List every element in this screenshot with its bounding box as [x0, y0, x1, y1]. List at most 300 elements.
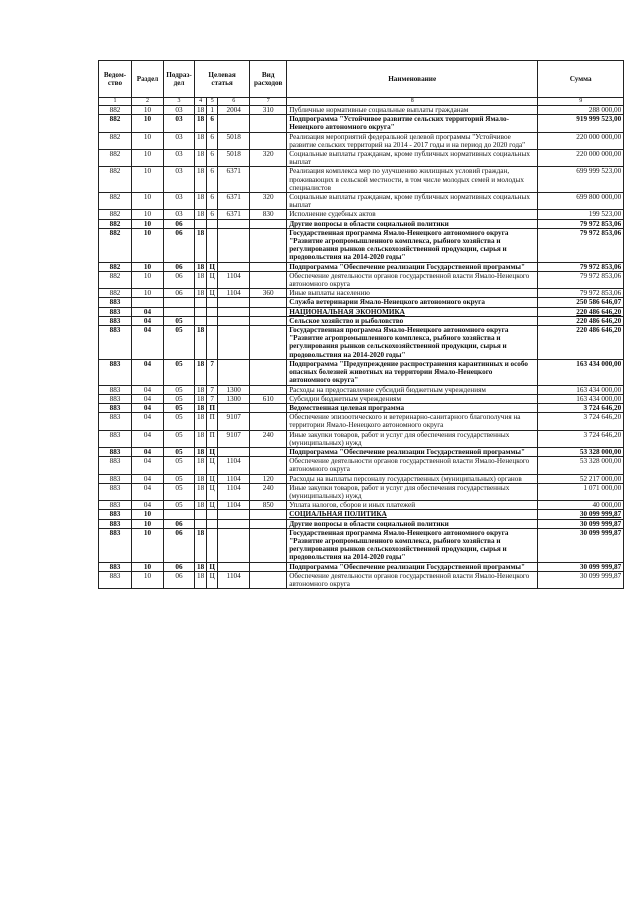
cell-subprogram: П [207, 403, 218, 412]
cell-direction: 1104 [218, 501, 250, 510]
cell-subprogram: П [207, 430, 218, 447]
table-row [99, 316, 624, 325]
cell-expense-type [250, 298, 287, 307]
cell-program: 18 [195, 228, 207, 262]
cell-program: 18 [195, 150, 207, 167]
cell-direction: 6371 [218, 193, 250, 210]
cell-direction [218, 115, 250, 132]
cell-ved: 882 [99, 115, 132, 132]
cell-razdel: 10 [132, 519, 164, 528]
cell-sum: 699 999 523,00 [538, 167, 624, 193]
cell-name: Реализация мероприятий федеральной целевой программы "Устойчивое развитие сельских территорий на 2014 - 2017 годы и на период до 2020 года" [287, 132, 538, 149]
table-row [99, 501, 624, 510]
cell-direction: 1104 [218, 271, 250, 288]
cell-direction [218, 528, 250, 562]
cell-ved: 883 [99, 430, 132, 447]
column-number: 1 [99, 98, 132, 106]
cell-name: Социальные выплаты гражданам, кроме публичных нормативных социальных выплат [287, 150, 538, 167]
cell-razdel: 10 [132, 262, 164, 271]
table-row [99, 510, 624, 519]
cell-program: 18 [195, 501, 207, 510]
cell-podrazdel: 06 [164, 228, 195, 262]
cell-subprogram: Ц [207, 501, 218, 510]
cell-razdel [132, 298, 164, 307]
cell-expense-type [250, 307, 287, 316]
cell-program: 18 [195, 385, 207, 394]
cell-expense-type [250, 510, 287, 519]
cell-razdel: 04 [132, 413, 164, 430]
cell-direction [218, 307, 250, 316]
cell-name: СОЦИАЛЬНАЯ ПОЛИТИКА [287, 510, 538, 519]
table-row [99, 193, 624, 210]
cell-ved: 883 [99, 501, 132, 510]
cell-podrazdel: 03 [164, 106, 195, 115]
table-row [99, 474, 624, 483]
cell-name: НАЦИОНАЛЬНАЯ ЭКОНОМИКА [287, 307, 538, 316]
cell-sum: 79 972 853,06 [538, 228, 624, 262]
table-row [99, 528, 624, 562]
cell-podrazdel: 05 [164, 326, 195, 360]
cell-sum: 220 486 646,20 [538, 316, 624, 325]
cell-subprogram [207, 307, 218, 316]
header-name: Наименование [287, 61, 538, 98]
cell-subprogram: Ц [207, 262, 218, 271]
cell-razdel: 10 [132, 150, 164, 167]
cell-name: Государственная программа Ямало-Ненецкого автономного округа "Развитие агропромышленного комплекса, рыбного хозяйства и регулирования рынков сельскохозяйственной продукции, сырья и продовольствия на 2014-2020 годы" [287, 228, 538, 262]
cell-razdel: 10 [132, 106, 164, 115]
cell-subprogram: Ц [207, 571, 218, 588]
cell-direction: 9107 [218, 413, 250, 430]
cell-razdel: 10 [132, 510, 164, 519]
cell-name: Иные закупки товаров, работ и услуг для обеспечения государственных (муниципальных) нужд [287, 430, 538, 447]
cell-podrazdel: 05 [164, 359, 195, 385]
cell-direction: 6371 [218, 167, 250, 193]
cell-razdel: 04 [132, 483, 164, 500]
cell-expense-type: 850 [250, 501, 287, 510]
header-podrazdel: Подраз-дел [164, 61, 195, 98]
cell-ved: 882 [99, 289, 132, 298]
cell-razdel: 10 [132, 562, 164, 571]
table-row [99, 228, 624, 262]
cell-expense-type [250, 359, 287, 385]
cell-expense-type: 310 [250, 106, 287, 115]
cell-podrazdel: 05 [164, 394, 195, 403]
cell-ved: 883 [99, 562, 132, 571]
cell-ved: 883 [99, 510, 132, 519]
cell-sum: 79 972 853,06 [538, 219, 624, 228]
cell-sum: 1 071 000,00 [538, 483, 624, 500]
cell-podrazdel: 05 [164, 413, 195, 430]
cell-sum: 250 586 646,07 [538, 298, 624, 307]
cell-expense-type: 240 [250, 483, 287, 500]
cell-razdel: 04 [132, 447, 164, 456]
cell-razdel: 04 [132, 501, 164, 510]
cell-name: Расходы на предоставление субсидий бюджетным учреждениям [287, 385, 538, 394]
cell-expense-type [250, 457, 287, 474]
cell-subprogram: 7 [207, 394, 218, 403]
cell-subprogram: Ц [207, 562, 218, 571]
cell-podrazdel: 03 [164, 193, 195, 210]
cell-subprogram [207, 528, 218, 562]
cell-expense-type: 320 [250, 150, 287, 167]
cell-podrazdel [164, 510, 195, 519]
cell-program: 18 [195, 528, 207, 562]
cell-program: 18 [195, 403, 207, 412]
cell-direction [218, 326, 250, 360]
cell-program [195, 510, 207, 519]
cell-podrazdel: 05 [164, 447, 195, 456]
cell-name: Подпрограмма "Обеспечение реализации Государственной программы" [287, 562, 538, 571]
cell-name: Другие вопросы в области социальной политики [287, 519, 538, 528]
cell-subprogram: Ц [207, 447, 218, 456]
cell-direction [218, 403, 250, 412]
column-number: 3 [164, 98, 195, 106]
cell-expense-type [250, 228, 287, 262]
cell-ved: 883 [99, 528, 132, 562]
cell-sum: 30 099 999,87 [538, 562, 624, 571]
cell-sum: 30 099 999,87 [538, 571, 624, 588]
cell-podrazdel: 05 [164, 403, 195, 412]
cell-sum: 163 434 000,00 [538, 385, 624, 394]
table-body [99, 106, 624, 589]
cell-direction [218, 262, 250, 271]
cell-name: Подпрограмма "Предупреждение распространения карантинных и особо опасных болезней животных на территории Ямало-Ненецкого автономного округа" [287, 359, 538, 385]
cell-program: 18 [195, 326, 207, 360]
cell-program [195, 219, 207, 228]
cell-subprogram: Ц [207, 457, 218, 474]
cell-name: Исполнение судебных актов [287, 210, 538, 219]
cell-subprogram: 6 [207, 193, 218, 210]
cell-ved: 883 [99, 385, 132, 394]
budget-table [98, 60, 624, 589]
cell-program: 18 [195, 447, 207, 456]
cell-ved: 883 [99, 413, 132, 430]
cell-podrazdel: 05 [164, 385, 195, 394]
cell-program: 18 [195, 106, 207, 115]
cell-razdel: 10 [132, 271, 164, 288]
column-number: 8 [287, 98, 538, 106]
cell-ved: 883 [99, 316, 132, 325]
cell-program: 18 [195, 271, 207, 288]
cell-razdel: 04 [132, 316, 164, 325]
cell-expense-type: 360 [250, 289, 287, 298]
header-ved: Ведом-ство [99, 61, 132, 98]
cell-subprogram [207, 316, 218, 325]
cell-name: Другие вопросы в области социальной политики [287, 219, 538, 228]
cell-program: 18 [195, 394, 207, 403]
cell-sum: 30 099 999,87 [538, 510, 624, 519]
cell-expense-type [250, 562, 287, 571]
cell-sum: 3 724 646,20 [538, 430, 624, 447]
cell-name: Обеспечение деятельности органов государственной власти Ямало-Ненецкого автономного округа [287, 457, 538, 474]
cell-sum: 53 328 000,00 [538, 447, 624, 456]
cell-direction: 1104 [218, 289, 250, 298]
cell-podrazdel [164, 298, 195, 307]
table-row [99, 385, 624, 394]
header-target-article: Целевая статья [195, 61, 250, 98]
cell-ved: 882 [99, 210, 132, 219]
cell-subprogram: Ц [207, 483, 218, 500]
cell-sum: 220 486 646,20 [538, 326, 624, 360]
cell-podrazdel: 06 [164, 519, 195, 528]
cell-direction: 5018 [218, 132, 250, 149]
cell-subprogram [207, 326, 218, 360]
cell-direction [218, 298, 250, 307]
cell-sum: 919 999 523,00 [538, 115, 624, 132]
table-row [99, 430, 624, 447]
cell-ved: 883 [99, 298, 132, 307]
cell-name: Реализация комплекса мер по улучшению жилищных условий граждан, проживающих в сельской местности, в том числе молодых семей и молодых специалистов [287, 167, 538, 193]
cell-razdel: 10 [132, 193, 164, 210]
cell-podrazdel: 06 [164, 562, 195, 571]
cell-direction [218, 219, 250, 228]
cell-sum: 30 099 999,87 [538, 519, 624, 528]
cell-razdel: 04 [132, 474, 164, 483]
cell-podrazdel: 05 [164, 316, 195, 325]
cell-subprogram [207, 510, 218, 519]
cell-ved: 883 [99, 474, 132, 483]
cell-expense-type [250, 167, 287, 193]
cell-razdel: 10 [132, 219, 164, 228]
cell-name: Публичные нормативные социальные выплаты гражданам [287, 106, 538, 115]
cell-subprogram: 7 [207, 385, 218, 394]
cell-ved: 883 [99, 447, 132, 456]
cell-podrazdel: 05 [164, 430, 195, 447]
cell-razdel: 04 [132, 394, 164, 403]
cell-ved: 882 [99, 262, 132, 271]
cell-expense-type [250, 326, 287, 360]
cell-subprogram: Ц [207, 289, 218, 298]
cell-ved: 883 [99, 359, 132, 385]
cell-razdel: 10 [132, 571, 164, 588]
cell-expense-type [250, 519, 287, 528]
cell-name: Расходы на выплаты персоналу государственных (муниципальных) органов [287, 474, 538, 483]
cell-expense-type: 120 [250, 474, 287, 483]
cell-sum: 163 434 000,00 [538, 359, 624, 385]
table-row [99, 571, 624, 588]
cell-subprogram [207, 219, 218, 228]
cell-sum: 53 328 000,00 [538, 457, 624, 474]
cell-name: Государственная программа Ямало-Ненецкого автономного округа "Развитие агропромышленного комплекса, рыбного хозяйства и регулирования рынков сельскохозяйственной продукции, сырья и продовольствия на 2014-2020 годы" [287, 326, 538, 360]
cell-expense-type [250, 262, 287, 271]
cell-program: 18 [195, 430, 207, 447]
cell-subprogram: 6 [207, 115, 218, 132]
cell-direction: 5018 [218, 150, 250, 167]
cell-ved: 883 [99, 403, 132, 412]
cell-program: 18 [195, 167, 207, 193]
cell-ved: 882 [99, 150, 132, 167]
cell-podrazdel: 03 [164, 132, 195, 149]
table-row [99, 167, 624, 193]
column-number: 5 [207, 98, 218, 106]
cell-podrazdel: 06 [164, 528, 195, 562]
cell-podrazdel: 03 [164, 210, 195, 219]
cell-ved: 882 [99, 219, 132, 228]
cell-sum: 220 000 000,00 [538, 132, 624, 149]
cell-podrazdel: 05 [164, 474, 195, 483]
table-row [99, 298, 624, 307]
cell-name: Иные закупки товаров, работ и услуг для обеспечения государственных (муниципальных) нужд [287, 483, 538, 500]
table-row [99, 326, 624, 360]
cell-razdel: 10 [132, 289, 164, 298]
table-row [99, 403, 624, 412]
cell-program: 18 [195, 289, 207, 298]
cell-sum: 52 217 000,00 [538, 474, 624, 483]
cell-sum: 79 972 853,06 [538, 262, 624, 271]
cell-direction: 6371 [218, 210, 250, 219]
table-row [99, 447, 624, 456]
table-row [99, 562, 624, 571]
cell-ved: 883 [99, 483, 132, 500]
cell-direction: 1104 [218, 483, 250, 500]
table-row [99, 106, 624, 115]
cell-subprogram: 6 [207, 132, 218, 149]
cell-direction [218, 316, 250, 325]
column-number: 2 [132, 98, 164, 106]
table-row [99, 150, 624, 167]
cell-direction: 1104 [218, 571, 250, 588]
table-row [99, 483, 624, 500]
cell-podrazdel [164, 307, 195, 316]
cell-razdel: 04 [132, 430, 164, 447]
cell-ved: 883 [99, 571, 132, 588]
cell-name: Государственная программа Ямало-Ненецкого автономного округа "Развитие агропромышленного комплекса, рыбного хозяйства и регулирования рынков сельскохозяйственной продукции, сырья и продовольствия на 2014-2020 годы" [287, 528, 538, 562]
cell-ved: 882 [99, 193, 132, 210]
cell-direction [218, 447, 250, 456]
cell-razdel: 10 [132, 132, 164, 149]
cell-subprogram: 6 [207, 150, 218, 167]
cell-program: 18 [195, 457, 207, 474]
cell-expense-type [250, 447, 287, 456]
cell-expense-type: 610 [250, 394, 287, 403]
table-row [99, 115, 624, 132]
cell-program: 18 [195, 115, 207, 132]
cell-name: Обеспечение деятельности органов государственной власти Ямало-Ненецкого автономного округа [287, 571, 538, 588]
cell-direction: 1300 [218, 385, 250, 394]
cell-ved: 882 [99, 167, 132, 193]
cell-sum: 288 000,00 [538, 106, 624, 115]
cell-name: Обеспечение деятельности органов государственной власти Ямало-Ненецкого автономного округа [287, 271, 538, 288]
cell-subprogram: 1 [207, 106, 218, 115]
cell-direction [218, 228, 250, 262]
cell-ved: 882 [99, 228, 132, 262]
cell-ved: 883 [99, 457, 132, 474]
cell-razdel: 10 [132, 210, 164, 219]
cell-ved: 883 [99, 394, 132, 403]
cell-podrazdel: 05 [164, 457, 195, 474]
cell-name: Подпрограмма "Обеспечение реализации Государственной программы" [287, 447, 538, 456]
cell-program: 18 [195, 262, 207, 271]
cell-subprogram: 6 [207, 210, 218, 219]
cell-direction: 2004 [218, 106, 250, 115]
cell-name: Служба ветеринарии Ямало-Ненецкого автономного округа [287, 298, 538, 307]
cell-podrazdel: 06 [164, 571, 195, 588]
table-row [99, 307, 624, 316]
cell-subprogram [207, 298, 218, 307]
cell-name: Подпрограмма "Обеспечение реализации Государственной программы" [287, 262, 538, 271]
cell-program [195, 316, 207, 325]
cell-subprogram: Ц [207, 474, 218, 483]
table-row [99, 210, 624, 219]
table-row [99, 457, 624, 474]
cell-podrazdel: 05 [164, 501, 195, 510]
cell-razdel: 04 [132, 326, 164, 360]
cell-podrazdel: 05 [164, 483, 195, 500]
table-row [99, 519, 624, 528]
cell-program: 18 [195, 132, 207, 149]
cell-direction [218, 510, 250, 519]
table-row [99, 262, 624, 271]
cell-name: Обеспечение эпизоотического и ветеринарно-санитарного благополучия на территории Ямало-Ненецкого автономного округа [287, 413, 538, 430]
cell-program: 18 [195, 562, 207, 571]
cell-expense-type [250, 413, 287, 430]
cell-direction [218, 359, 250, 385]
table-row [99, 413, 624, 430]
cell-sum: 79 972 853,06 [538, 271, 624, 288]
cell-name: Субсидии бюджетным учреждениям [287, 394, 538, 403]
cell-podrazdel: 03 [164, 150, 195, 167]
header-expense-type: Вид расходов [250, 61, 287, 98]
cell-sum: 3 724 646,20 [538, 403, 624, 412]
cell-direction: 1104 [218, 474, 250, 483]
cell-razdel: 04 [132, 403, 164, 412]
cell-ved: 883 [99, 326, 132, 360]
cell-name: Уплата налогов, сборов и иных платежей [287, 501, 538, 510]
column-number-row [99, 98, 624, 106]
cell-sum: 30 099 999,87 [538, 528, 624, 562]
cell-ved: 883 [99, 519, 132, 528]
cell-sum: 199 523,00 [538, 210, 624, 219]
cell-direction: 1104 [218, 457, 250, 474]
cell-program: 18 [195, 474, 207, 483]
header-razdel: Раздел [132, 61, 164, 98]
cell-name: Социальные выплаты гражданам, кроме публичных нормативных социальных выплат [287, 193, 538, 210]
cell-name: Сельское хозяйство и рыболовство [287, 316, 538, 325]
column-number: 4 [195, 98, 207, 106]
table-row [99, 289, 624, 298]
column-number: 7 [250, 98, 287, 106]
cell-ved: 882 [99, 106, 132, 115]
cell-podrazdel: 03 [164, 167, 195, 193]
cell-direction: 1300 [218, 394, 250, 403]
cell-name: Ведомственная целевая программа [287, 403, 538, 412]
cell-podrazdel: 06 [164, 262, 195, 271]
cell-program: 18 [195, 210, 207, 219]
cell-program: 18 [195, 193, 207, 210]
cell-subprogram [207, 519, 218, 528]
cell-razdel: 10 [132, 115, 164, 132]
cell-sum: 3 724 646,20 [538, 413, 624, 430]
cell-direction [218, 519, 250, 528]
cell-program: 18 [195, 413, 207, 430]
cell-name: Подпрограмма "Устойчивое развитие сельских территорий Ямало-Ненецкого автономного округа" [287, 115, 538, 132]
cell-expense-type: 240 [250, 430, 287, 447]
cell-razdel: 04 [132, 457, 164, 474]
cell-subprogram: 7 [207, 359, 218, 385]
cell-razdel: 10 [132, 528, 164, 562]
cell-sum: 699 800 000,00 [538, 193, 624, 210]
table-row [99, 219, 624, 228]
cell-razdel: 04 [132, 359, 164, 385]
header-row [99, 61, 624, 98]
cell-expense-type [250, 385, 287, 394]
cell-subprogram: 6 [207, 167, 218, 193]
cell-sum: 220 000 000,00 [538, 150, 624, 167]
column-number: 6 [218, 98, 250, 106]
cell-expense-type [250, 528, 287, 562]
table-row [99, 132, 624, 149]
cell-razdel: 04 [132, 307, 164, 316]
